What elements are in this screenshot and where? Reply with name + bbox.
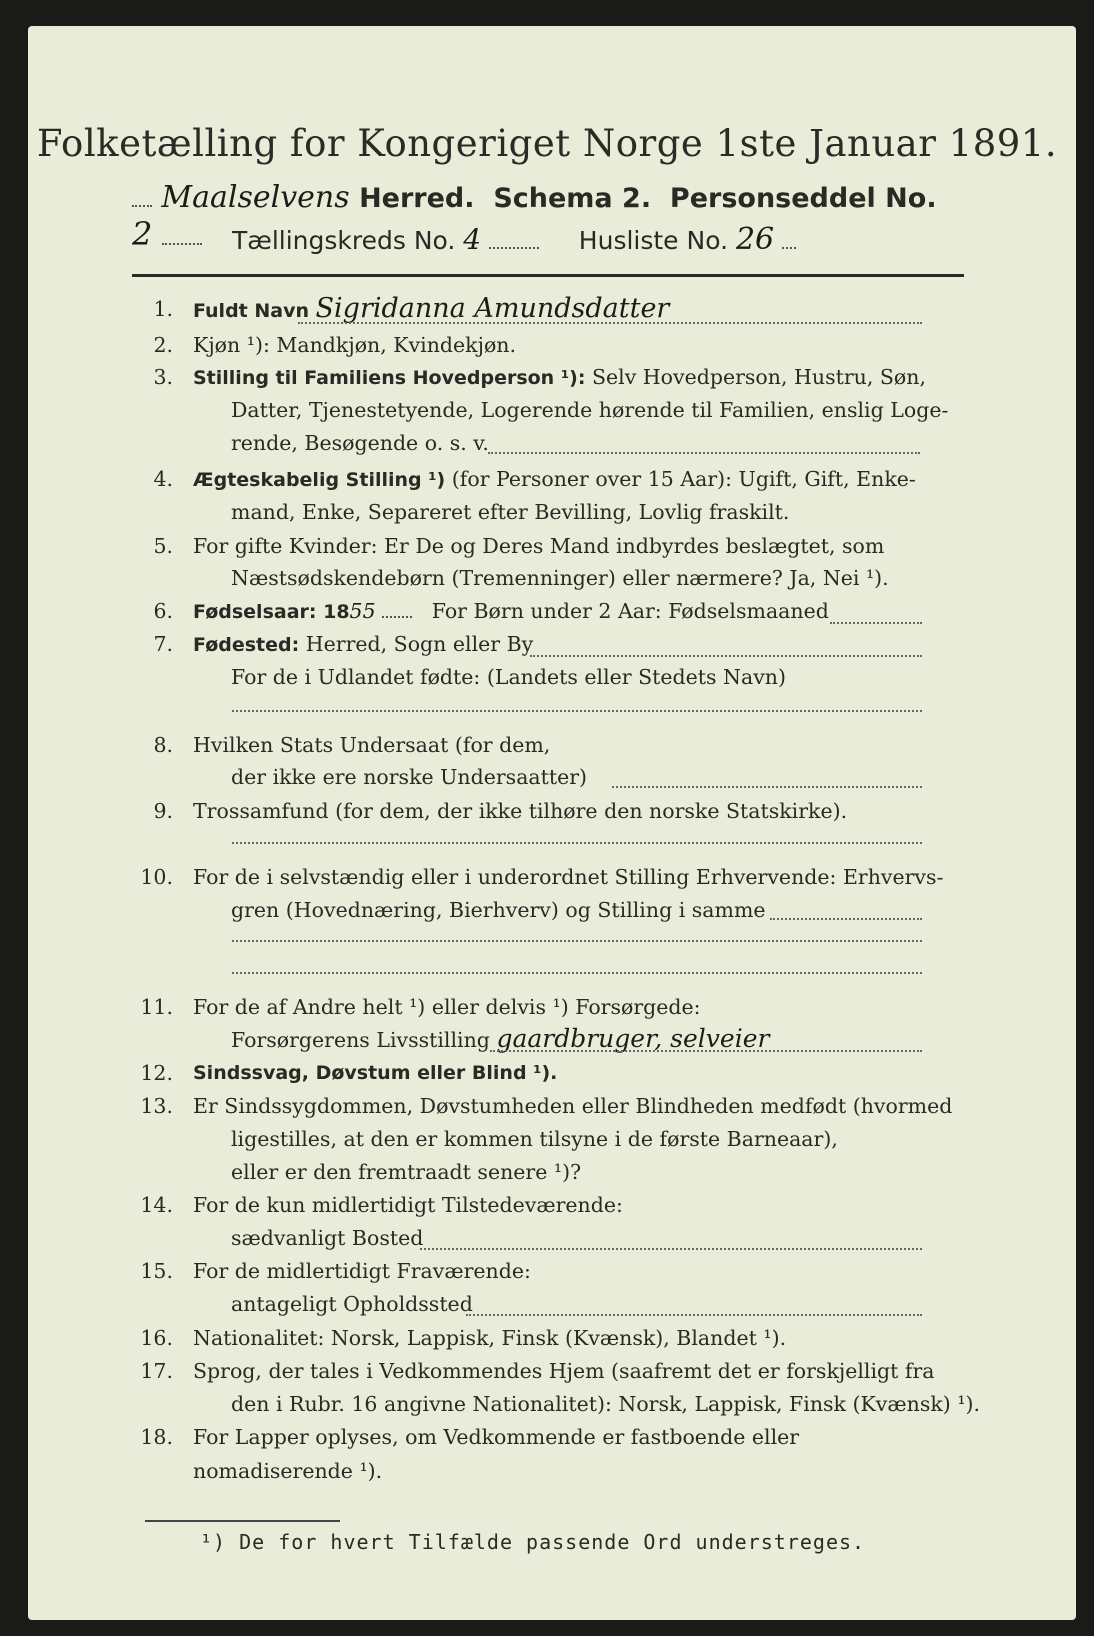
item-text: For gifte Kvinder: Er De og Deres Mand indbyrdes beslægtet, som <box>193 534 885 558</box>
item-text: gren (Hovednæring, Bierhverv) og Stilling i samme <box>231 898 766 922</box>
item-text: Forsørgerens Livsstilling <box>231 1028 490 1052</box>
fill-line <box>830 622 922 624</box>
item-number: 8. <box>153 733 173 757</box>
item-text: Datter, Tjenestetyende, Logerende hørende til Familien, enslig Loge- <box>231 398 949 422</box>
kreds-number: 4 <box>463 223 482 256</box>
fill-line <box>232 940 922 942</box>
item-text: For de i selvstændig eller i underordnet Stilling Erhvervende: Erhvervs- <box>193 865 944 889</box>
item-text: rende, Besøgende o. s. v. <box>231 431 489 455</box>
item-number: 15. <box>140 1259 173 1283</box>
item-text: For de af Andre helt ¹) eller delvis ¹) Forsørgede: <box>193 995 701 1019</box>
item-text: For de midlertidigt Fraværende: <box>193 1259 531 1283</box>
full-name-handwritten: Sigridanna Amundsdatter <box>315 293 670 324</box>
fill-line <box>770 918 922 920</box>
item-number: 5. <box>153 534 173 558</box>
item-text: For de kun midlertidigt Tilstedeværende: <box>193 1193 623 1217</box>
municipality-handwritten: Maalselvens <box>161 180 350 215</box>
item-number: 1. <box>153 297 173 321</box>
item-number: 13. <box>140 1094 173 1118</box>
fill-line <box>232 710 922 712</box>
footnote: ¹) De for hvert Tilfælde passende Ord understreges. <box>200 1530 866 1554</box>
item-number: 11. <box>140 995 173 1019</box>
item-number: 14. <box>140 1193 173 1217</box>
item-number: 3. <box>153 365 173 389</box>
item-text: Herred, Sogn eller By <box>305 632 534 656</box>
item-text: Næstsødskendebørn (Tremenninger) eller nærmere? Ja, Nei ¹). <box>231 566 889 590</box>
item-text: Sprog, der tales i Vedkommendes Hjem (saafremt det er forskjelligt fra <box>193 1359 935 1383</box>
footnote-rule <box>145 1520 340 1522</box>
item-text: Sindssvag, Døvstum eller Blind ¹). <box>193 1062 558 1084</box>
form-title: Folketælling for Kongeriget Norge 1ste Januar 1891. <box>36 122 1058 165</box>
fill-line <box>466 1314 922 1316</box>
fill-line <box>420 1248 922 1250</box>
item-number: 12. <box>140 1061 173 1085</box>
item-text: Kjøn ¹): Mandkjøn, Kvindekjøn. <box>193 333 517 357</box>
personseddel-number: 2 <box>132 215 153 253</box>
fill-line <box>490 1050 922 1052</box>
schema-label: Schema 2. <box>493 183 652 214</box>
fill-line <box>298 322 922 324</box>
item-text: sædvanligt Bosted <box>231 1226 424 1250</box>
fill-line <box>530 655 922 657</box>
item-text: antageligt Opholdssted <box>231 1292 473 1316</box>
item-text: der ikke ere norske Undersaatter) <box>231 765 588 789</box>
husliste-label: Husliste No. <box>578 226 729 255</box>
item-label: Ægteskabelig Stilling ¹) <box>193 469 446 491</box>
item-text: Trossamfund (for dem, der ikke tilhøre den norske Statskirke). <box>193 799 848 823</box>
husliste-number: 26 <box>735 222 775 257</box>
item-number: 17. <box>140 1359 173 1383</box>
item-text: Selv Hovedperson, Hustru, Søn, <box>591 365 926 389</box>
item-text: mand, Enke, Separeret efter Bevilling, Lovlig fraskilt. <box>231 500 790 524</box>
fill-line <box>232 842 922 844</box>
item-number: 10. <box>140 865 173 889</box>
item-text: eller er den fremtraadt senere ¹)? <box>231 1160 582 1184</box>
item-label: Fødested: <box>193 634 300 656</box>
item-text: Nationalitet: Norsk, Lappisk, Finsk (Kvænsk), Blandet ¹). <box>193 1326 787 1350</box>
provider-occupation-handwritten: gaardbruger, selveier <box>496 1024 770 1053</box>
item-number: 4. <box>153 467 173 491</box>
personseddel-label: Personseddel No. <box>669 183 937 214</box>
kreds-line <box>232 222 912 257</box>
birth-year-handwritten: 55 <box>349 599 376 623</box>
item-text: ligestilles, at den er kommen tilsyne i de første Barneaar), <box>231 1127 838 1151</box>
item-text: Hvilken Stats Undersaat (for dem, <box>193 733 551 757</box>
item-number: 6. <box>153 599 173 623</box>
item-text: den i Rubr. 16 angivne Nationalitet): Norsk, Lappisk, Finsk (Kvænsk) ¹). <box>231 1392 981 1416</box>
item-text: For de i Udlandet fødte: (Landets eller Stedets Navn) <box>231 665 786 689</box>
item-number: 9. <box>153 799 173 823</box>
item-number: 7. <box>153 632 173 656</box>
item-text: (for Personer over 15 Aar): Ugift, Gift, Enke- <box>451 467 916 491</box>
item-number: 2. <box>153 333 173 357</box>
header-rule <box>132 274 964 277</box>
item-text: Er Sindssygdommen, Døvstumheden eller Blindheden medfødt (hvormed <box>193 1094 953 1118</box>
fill-line <box>488 452 920 454</box>
item-text: For Lapper oplyses, om Vedkommende er fastboende eller nomadiserende ¹). <box>193 1425 800 1483</box>
kreds-label: Tællingskreds No. <box>232 226 456 255</box>
item-number: 16. <box>140 1326 173 1350</box>
item-label: Stilling til Familiens Hovedperson ¹): <box>193 367 586 389</box>
herred-label: Herred. <box>359 183 475 214</box>
fill-line <box>232 972 922 974</box>
item-number: 18. <box>140 1425 173 1449</box>
item-label: Fuldt Navn <box>193 300 310 322</box>
item-text: For Børn under 2 Aar: Fødselsmaaned <box>431 599 829 623</box>
fill-line <box>612 786 922 788</box>
item-label: Fødselsaar: 18 <box>193 601 350 623</box>
